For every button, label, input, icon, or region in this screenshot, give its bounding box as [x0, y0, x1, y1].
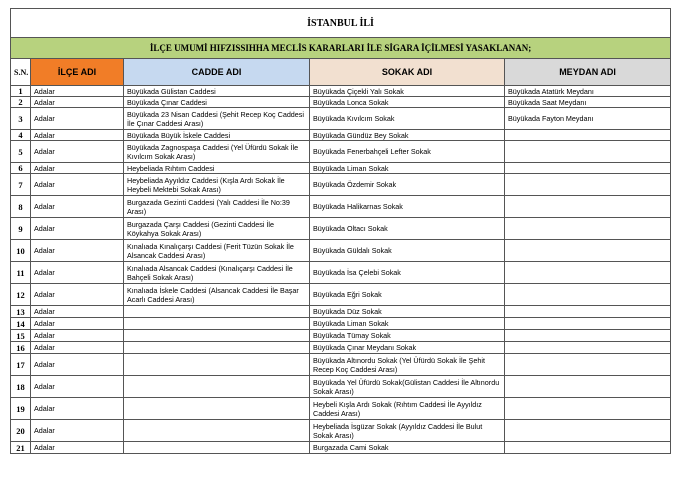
- cell-sokak: Büyükada Düz Sokak: [310, 306, 505, 318]
- table-row: [11, 376, 671, 398]
- cell-cadde: [124, 330, 310, 342]
- cell-ilce: Adalar: [31, 86, 124, 97]
- cell-meydan: [505, 306, 671, 318]
- cell-ilce: Adalar: [31, 318, 124, 330]
- cell-sokak: Büyükada Oltacı Sokak: [310, 218, 505, 240]
- cell-ilce: Adalar: [31, 306, 124, 318]
- cell-sokak: Büyükada Altınordu Sokak (Yel Üfürdü Sokak İle Şehit Recep Koç Caddesi Arası): [310, 354, 505, 376]
- cell-ilce: Adalar: [31, 330, 124, 342]
- cell-sokak: Büyükada Eğri Sokak: [310, 284, 505, 306]
- title-row: [11, 9, 671, 38]
- cell-meydan: [505, 342, 671, 354]
- table-row: [11, 174, 671, 196]
- cell-sn: 18: [11, 376, 31, 398]
- cell-meydan: [505, 284, 671, 306]
- cell-sokak: Büyükada Kıvılcım Sokak: [310, 108, 505, 130]
- header-row: [11, 59, 671, 86]
- cell-ilce: Adalar: [31, 262, 124, 284]
- table-row: [11, 420, 671, 442]
- cell-meydan: [505, 318, 671, 330]
- cell-sokak: Büyükada Güldalı Sokak: [310, 240, 505, 262]
- table-row: [11, 306, 671, 318]
- cell-ilce: Adalar: [31, 174, 124, 196]
- cell-sn: 16: [11, 342, 31, 354]
- cell-sokak: Büyükada Yel Üfürdü Sokak(Gülistan Caddesi İle Altınordu Sokak Arası): [310, 376, 505, 398]
- cell-cadde: Büyükada Zagnospaşa Caddesi (Yel Üfürdü Sokak İle Kıvılcım Sokak Arası): [124, 141, 310, 163]
- cell-sokak: Büyükada Çınar Meydanı Sokak: [310, 342, 505, 354]
- cell-sokak: Büyükada Gündüz Bey Sokak: [310, 130, 505, 141]
- table-row: [11, 318, 671, 330]
- cell-cadde: Heybeliada Ayyıldız Caddesi (Kışla Ardı Sokak İle Heybeli Mektebi Sokak Arası): [124, 174, 310, 196]
- cell-meydan: [505, 163, 671, 174]
- cell-ilce: Adalar: [31, 130, 124, 141]
- table-row: [11, 196, 671, 218]
- cell-sn: 21: [11, 442, 31, 454]
- cell-sokak: Burgazada Cami Sokak: [310, 442, 505, 454]
- streets-table: [10, 8, 671, 454]
- cell-sn: 10: [11, 240, 31, 262]
- cell-ilce: Adalar: [31, 420, 124, 442]
- cell-meydan: Büyükada Saat Meydanı: [505, 97, 671, 108]
- cell-sn: 9: [11, 218, 31, 240]
- cell-cadde: [124, 398, 310, 420]
- cell-cadde: Kınalıada Kınalıçarşı Caddesi (Ferit Tüzün Sokak İle Alsancak Caddesi Arası): [124, 240, 310, 262]
- cell-sokak: Büyükada Lonca Sokak: [310, 97, 505, 108]
- cell-sokak: Büyükada Tümay Sokak: [310, 330, 505, 342]
- header-cadde: CADDE ADI: [124, 59, 310, 86]
- table-row: [11, 398, 671, 420]
- cell-ilce: Adalar: [31, 163, 124, 174]
- document-subtitle: İLÇE UMUMİ HIFZISSIHHA MECLİS KARARLARI İLE SİGARA İÇİLMESİ YASAKLANAN;: [11, 38, 671, 59]
- header-sokak: SOKAK ADI: [310, 59, 505, 86]
- table-row: [11, 354, 671, 376]
- cell-meydan: [505, 218, 671, 240]
- cell-ilce: Adalar: [31, 141, 124, 163]
- table-row: [11, 97, 671, 108]
- cell-sokak: Büyükada Halikarnas Sokak: [310, 196, 505, 218]
- table-row: [11, 130, 671, 141]
- table-row: [11, 284, 671, 306]
- cell-cadde: [124, 342, 310, 354]
- cell-cadde: Heybeliada Rıhtım Caddesi: [124, 163, 310, 174]
- cell-sokak: Büyükada İsa Çelebi Sokak: [310, 262, 505, 284]
- cell-cadde: Burgazada Gezinti Caddesi (Yalı Caddesi İle No:39 Arası): [124, 196, 310, 218]
- table-row: [11, 218, 671, 240]
- cell-sn: 6: [11, 163, 31, 174]
- cell-cadde: [124, 376, 310, 398]
- cell-meydan: [505, 174, 671, 196]
- cell-meydan: Büyükada Fayton Meydanı: [505, 108, 671, 130]
- cell-meydan: [505, 330, 671, 342]
- cell-sn: 4: [11, 130, 31, 141]
- cell-sokak: Büyükada Liman Sokak: [310, 163, 505, 174]
- cell-ilce: Adalar: [31, 354, 124, 376]
- cell-cadde: Burgazada Çarşı Caddesi (Gezinti Caddesi İle Köykahya Sokak Arası): [124, 218, 310, 240]
- cell-cadde: Kınalıada Alsancak Caddesi (Kınalıçarşı Caddesi İle Bahçeli Sokak Arası): [124, 262, 310, 284]
- cell-meydan: [505, 141, 671, 163]
- cell-meydan: Büyükada Atatürk Meydanı: [505, 86, 671, 97]
- cell-sn: 11: [11, 262, 31, 284]
- cell-cadde: Büyükada Büyük İskele Caddesi: [124, 130, 310, 141]
- table-row: [11, 240, 671, 262]
- table-row: [11, 442, 671, 454]
- document-title: İSTANBUL İLİ: [11, 9, 671, 38]
- cell-sn: 12: [11, 284, 31, 306]
- cell-cadde: Büyükada Gülistan Caddesi: [124, 86, 310, 97]
- cell-cadde: [124, 420, 310, 442]
- cell-meydan: [505, 130, 671, 141]
- cell-ilce: Adalar: [31, 240, 124, 262]
- cell-ilce: Adalar: [31, 97, 124, 108]
- cell-sn: 3: [11, 108, 31, 130]
- cell-sn: 20: [11, 420, 31, 442]
- cell-ilce: Adalar: [31, 196, 124, 218]
- cell-sokak: Büyükada Liman Sokak: [310, 318, 505, 330]
- table-row: [11, 141, 671, 163]
- cell-ilce: Adalar: [31, 376, 124, 398]
- cell-sn: 8: [11, 196, 31, 218]
- header-sn: S.N.: [11, 59, 31, 86]
- cell-sn: 13: [11, 306, 31, 318]
- cell-cadde: Büyükada 23 Nisan Caddesi (Şehit Recep Koç Caddesi İle Çınar Caddesi Arası): [124, 108, 310, 130]
- cell-sokak: Heybeli Kışla Ardı Sokak (Rıhtım Caddesi İle Ayyıldız Caddesi Arası): [310, 398, 505, 420]
- cell-sn: 7: [11, 174, 31, 196]
- table-row: [11, 262, 671, 284]
- cell-sn: 14: [11, 318, 31, 330]
- header-meydan: MEYDAN ADI: [505, 59, 671, 86]
- cell-sn: 5: [11, 141, 31, 163]
- table-row: [11, 163, 671, 174]
- cell-cadde: [124, 354, 310, 376]
- cell-cadde: Büyükada Çınar Caddesi: [124, 97, 310, 108]
- cell-meydan: [505, 262, 671, 284]
- cell-ilce: Adalar: [31, 284, 124, 306]
- cell-ilce: Adalar: [31, 108, 124, 130]
- header-ilce: İLÇE ADI: [31, 59, 124, 86]
- cell-meydan: [505, 240, 671, 262]
- cell-sokak: Büyükada Çiçekli Yalı Sokak: [310, 86, 505, 97]
- table-row: [11, 342, 671, 354]
- table-row: [11, 86, 671, 97]
- cell-sn: 15: [11, 330, 31, 342]
- cell-meydan: [505, 196, 671, 218]
- cell-meydan: [505, 442, 671, 454]
- cell-ilce: Adalar: [31, 218, 124, 240]
- cell-ilce: Adalar: [31, 398, 124, 420]
- table-row: [11, 108, 671, 130]
- subtitle-row: [11, 38, 671, 59]
- cell-sokak: Büyükada Özdemir Sokak: [310, 174, 505, 196]
- cell-sn: 2: [11, 97, 31, 108]
- cell-meydan: [505, 354, 671, 376]
- cell-meydan: [505, 420, 671, 442]
- cell-sn: 17: [11, 354, 31, 376]
- cell-cadde: [124, 442, 310, 454]
- cell-sn: 19: [11, 398, 31, 420]
- cell-meydan: [505, 376, 671, 398]
- cell-sn: 1: [11, 86, 31, 97]
- cell-cadde: [124, 306, 310, 318]
- cell-cadde: Kınalıada İskele Caddesi (Alsancak Caddesi İle Başar Acarlı Caddesi Arası): [124, 284, 310, 306]
- cell-meydan: [505, 398, 671, 420]
- cell-sokak: Heybeliada İsgüzar Sokak (Ayyıldız Caddesi İle Bulut Sokak Arası): [310, 420, 505, 442]
- table-row: [11, 330, 671, 342]
- cell-sokak: Büyükada Fenerbahçeli Lefter Sokak: [310, 141, 505, 163]
- document-page: [10, 8, 670, 454]
- cell-ilce: Adalar: [31, 342, 124, 354]
- cell-cadde: [124, 318, 310, 330]
- cell-ilce: Adalar: [31, 442, 124, 454]
